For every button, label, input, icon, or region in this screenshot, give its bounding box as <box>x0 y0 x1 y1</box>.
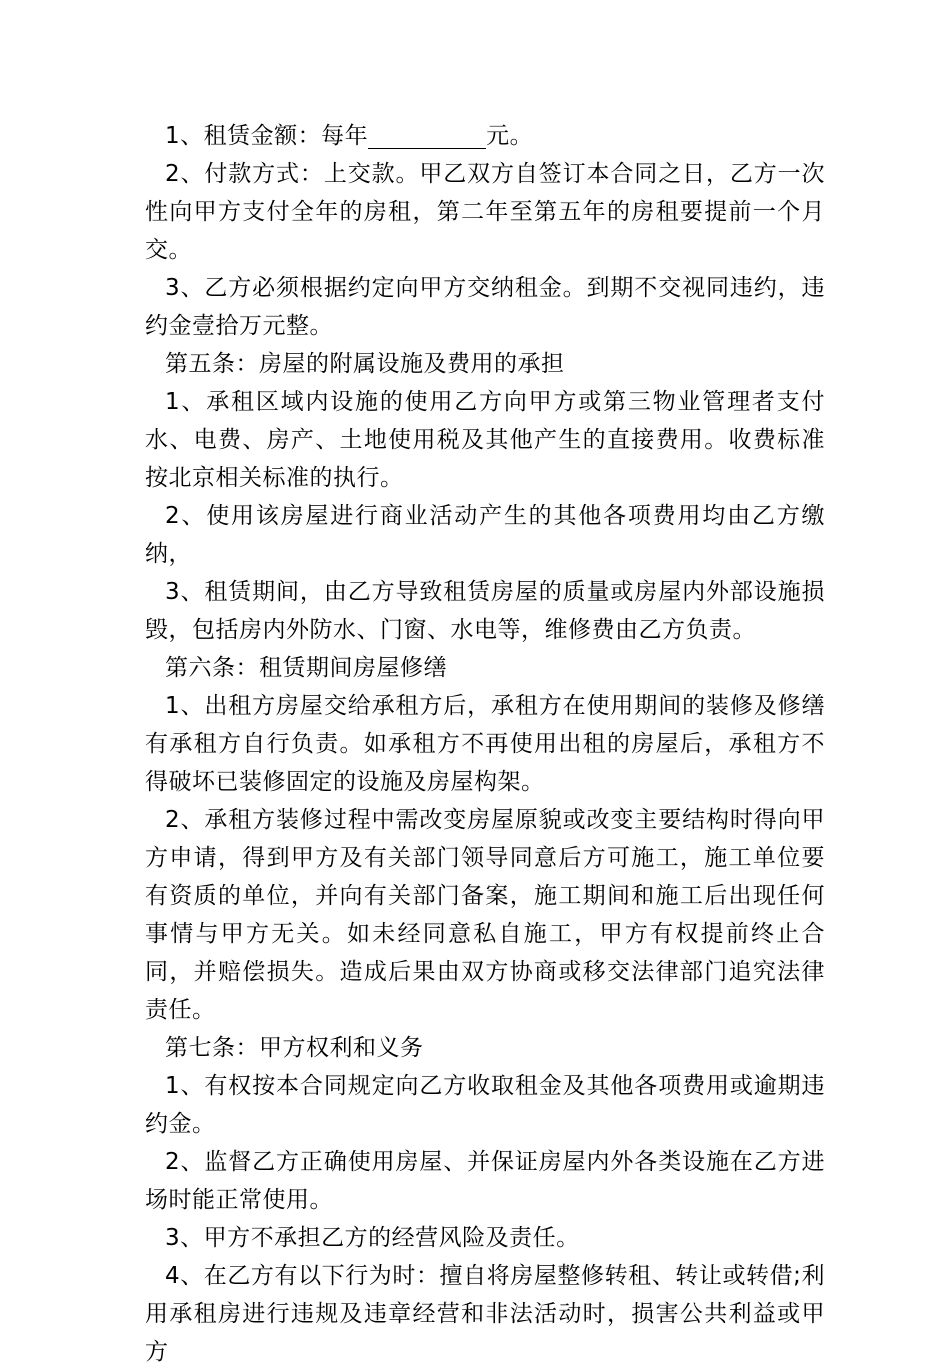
rent-amount-prefix: 1、租赁金额：每年 <box>165 123 369 149</box>
rent-amount-blank-line <box>368 124 486 149</box>
article-7-item-3: 3、甲方不承担乙方的经营风险及责任。 <box>165 1225 580 1251</box>
document-page <box>145 117 825 1371</box>
article-6-heading: 第六条：租赁期间房屋修缮 <box>165 655 447 681</box>
rent-payment-paragraph: 3、乙方必须根据约定向甲方交纳租金。到期不交视同违约，违约金壹拾万元整。 <box>145 275 825 339</box>
article-6-item-1: 1、出租方房屋交给承租方后，承租方在使用期间的装修及修缮有承租方自行负责。如承租方不再使用出租的房屋后，承租方不得破坏已装修固定的设施及房屋构架。 <box>145 693 825 795</box>
rent-amount-suffix: 元。 <box>486 123 534 149</box>
article-5-item-2: 2、使用该房屋进行商业活动产生的其他各项费用均由乙方缴纳， <box>145 503 825 567</box>
article-7-item-1: 1、有权按本合同规定向乙方收取租金及其他各项费用或逾期违约金。 <box>145 1073 825 1137</box>
article-7-item-2: 2、监督乙方正确使用房屋、并保证房屋内外各类设施在乙方进场时能正常使用。 <box>145 1149 825 1213</box>
article-7-item-4: 4、在乙方有以下行为时：擅自将房屋整修转租、转让或转借;利用承租房进行违规及违章经营和非法活动时，损害公共利益或甲方 <box>145 1263 825 1365</box>
article-5-item-1: 1、承租区域内设施的使用乙方向甲方或第三物业管理者支付水、电费、房产、土地使用税及其他产生的直接费用。收费标准按北京相关标准的执行。 <box>145 389 825 491</box>
article-5-heading: 第五条：房屋的附属设施及费用的承担 <box>165 351 565 377</box>
rent-amount-paragraph <box>145 117 825 155</box>
article-6-item-2: 2、承租方装修过程中需改变房屋原貌或改变主要结构时得向甲方申请，得到甲方及有关部门领导同意后方可施工，施工单位要有资质的单位，并向有关部门备案，施工期间和施工后出现任何事情与甲方无关。如未经同意私自施工，甲方有权提前终止合同，并赔偿损失。造成后果由双方协商或移交法律部门追究法律责任。 <box>145 807 825 1023</box>
article-5-item-3: 3、租赁期间，由乙方导致租赁房屋的质量或房屋内外部设施损毁，包括房内外防水、门窗、水电等，维修费由乙方负责。 <box>145 579 825 643</box>
payment-method-paragraph: 2、付款方式：上交款。甲乙双方自签订本合同之日，乙方一次性向甲方支付全年的房租，第二年至第五年的房租要提前一个月交。 <box>145 161 825 263</box>
article-7-heading: 第七条：甲方权利和义务 <box>165 1035 424 1061</box>
